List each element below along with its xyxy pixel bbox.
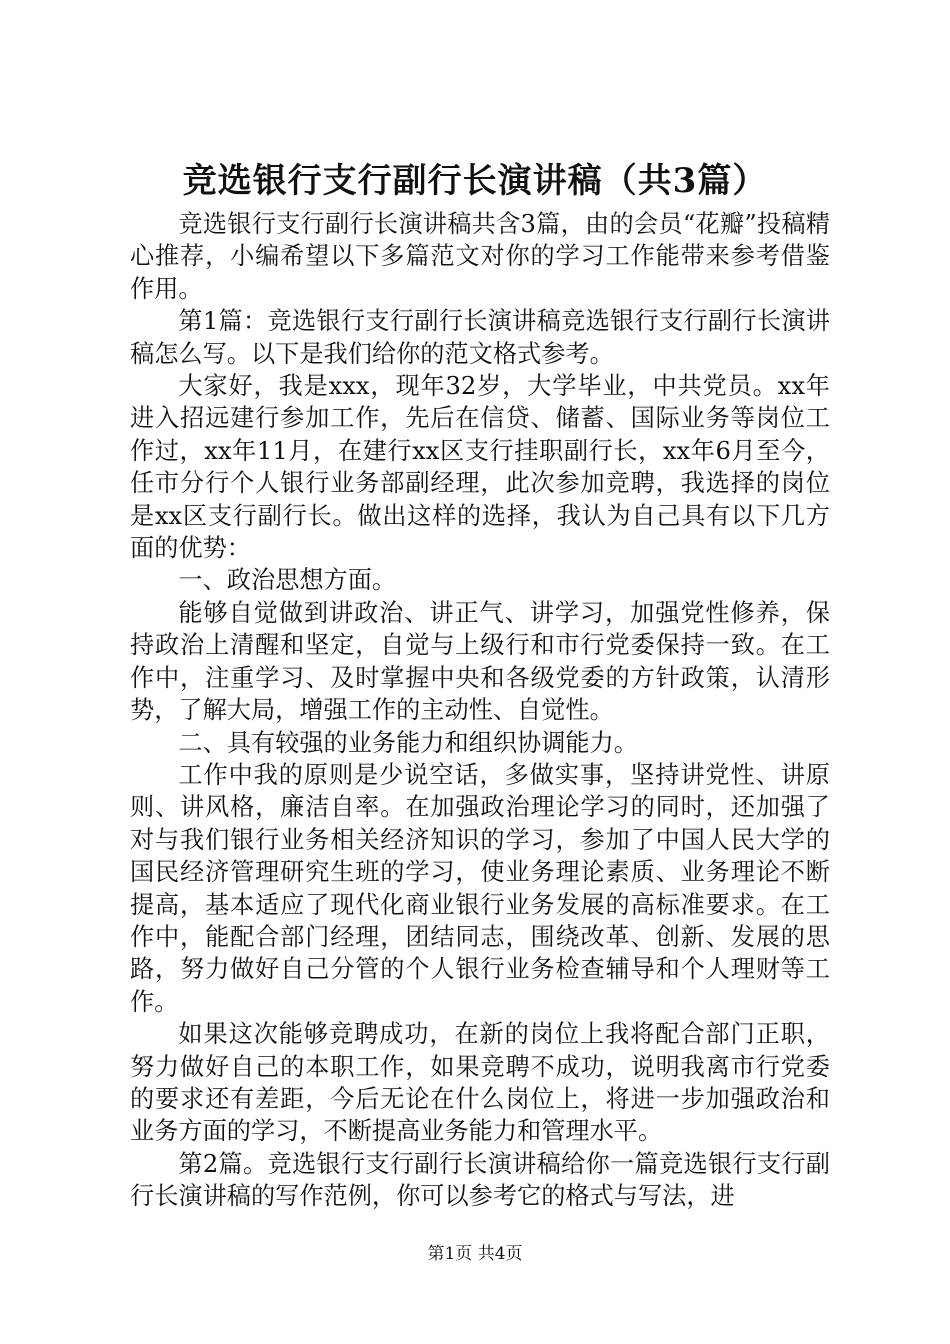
paragraph-intro: 竞选银行支行副行长演讲稿共含3篇，由的会员“花瓣”投稿精心推荐，小编希望以下多篇范文对你的学习工作能带来参考借鉴作用。	[130, 210, 830, 303]
section-heading-ability: 二、具有较强的业务能力和组织协调能力。	[178, 728, 638, 757]
paragraph-political: 能够自觉做到讲政治、讲正气、讲学习，加强党性修养，保持政治上清醒和坚定，自觉与上级行和市行党委保持一致。在工作中，注重学习、及时掌握中央和各级党委的方针政策，认清形势，了解大局，增强工作的主动性、自觉性。	[130, 598, 830, 725]
document-body	[130, 208, 830, 1213]
document-title: 竞选银行支行副行长演讲稿（共3篇）	[182, 161, 768, 201]
paragraph-self-introduction: 大家好，我是xxx，现年32岁，大学毕业，中共党员。xx年进入招远建行参加工作，先后在信贷、储蓄、国际业务等岗位工作过，xx年11月，在建行xx区支行挂职副行长，xx年6月至今，任市分行个人银行业务部副经理，此次参加竞聘，我选择的岗位是xx区支行副行长。做出这样的选择，我认为自己具有以下几方面的优势：	[130, 372, 830, 563]
paragraph-part2-heading: 第2篇。竞选银行支行副行长演讲稿给你一篇竞选银行支行副行长演讲稿的写作范例，你可以参考它的格式与写法，进	[130, 1149, 830, 1211]
page-number-footer: 第1页 共4页	[427, 1244, 523, 1264]
paragraph-ability: 工作中我的原则是少说空话，多做实事，坚持讲党性、讲原则、讲风格，廉洁自率。在加强政治理论学习的同时，还加强了对与我们银行业务相关经济知识的学习，参加了中国人民大学的国民经济管理研究生班的学习，使业务理论素质、业务理论不断提高，基本适应了现代化商业银行业务发展的高标准要求。在工作中，能配合部门经理，团结同志，围绕改革、创新、发展的思路，努力做好自己分管的个人银行业务检查辅导和个人理财等工作。	[130, 760, 830, 1016]
paragraph-conclusion: 如果这次能够竞聘成功，在新的岗位上我将配合部门正职，努力做好自己的本职工作，如果竞聘不成功，说明我离市行党委的要求还有差距，今后无论在什么岗位上，将进一步加强政治和业务方面的学习，不断提高业务能力和管理水平。	[130, 1020, 830, 1146]
paragraph-part1-heading: 第1篇：竞选银行支行副行长演讲稿竞选银行支行副行长演讲稿怎么写。以下是我们给你的范文格式参考。	[130, 307, 830, 368]
section-heading-political: 一、政治思想方面。	[178, 566, 397, 595]
